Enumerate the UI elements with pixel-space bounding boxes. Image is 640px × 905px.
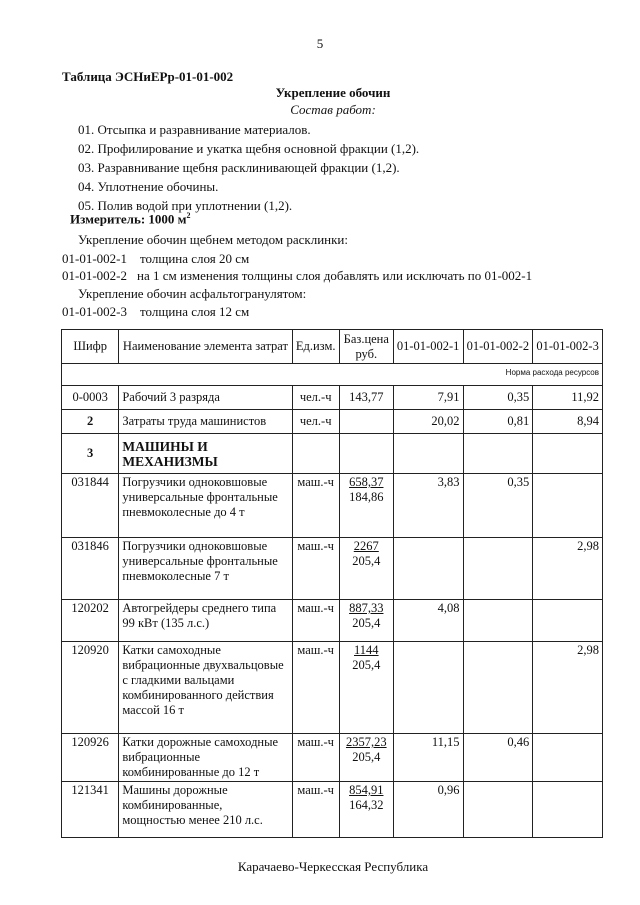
- empty-cell: [463, 434, 533, 474]
- resource-table: [61, 329, 603, 838]
- row-v2: [463, 642, 533, 734]
- row-code: 121341: [62, 782, 119, 838]
- row-unit: маш.-ч: [292, 474, 339, 538]
- price-current: 658,37: [349, 475, 384, 489]
- group2-title: Укрепление обочин асфальтогранулятом:: [78, 286, 307, 301]
- norm-text: толщина слоя 12 см: [140, 304, 250, 319]
- row-unit: чел.-ч: [292, 386, 339, 410]
- row-unit: чел.-ч: [292, 410, 339, 434]
- row-price: [339, 538, 393, 600]
- row-name: Автогрейдеры среднего типа 99 кВт (135 л.с.): [119, 600, 292, 642]
- row-v3: [533, 600, 603, 642]
- price-base: 205,4: [352, 616, 381, 630]
- header-name: Наименование элемента затрат: [119, 330, 292, 364]
- header-code: Шифр: [62, 330, 119, 364]
- row-code: 031844: [62, 474, 119, 538]
- page-number: 5: [316, 36, 324, 51]
- row-v2: 0,35: [463, 474, 533, 538]
- price-base: 205,4: [352, 750, 381, 764]
- row-unit: маш.-ч: [292, 600, 339, 642]
- row-name: Рабочий 3 разряда: [119, 386, 292, 410]
- row-code: 031846: [62, 538, 119, 600]
- price-current: 2267: [353, 539, 379, 553]
- work-item: 03. Разравнивание щебня расклинивающей фракции (1,2).: [78, 160, 400, 175]
- table-row: [62, 474, 603, 538]
- row-v2: 0,81: [463, 410, 533, 434]
- row-v3: 11,92: [533, 386, 603, 410]
- row-unit: маш.-ч: [292, 782, 339, 838]
- row-unit: маш.-ч: [292, 642, 339, 734]
- price-current: 887,33: [349, 601, 384, 615]
- section-name: МАШИНЫ И МЕХАНИЗМЫ: [119, 434, 292, 474]
- group1-title: Укрепление обочин щебнем методом расклинки:: [78, 232, 348, 247]
- price-base: 205,4: [352, 658, 381, 672]
- row-price: [339, 734, 393, 782]
- price-current: 2357,23: [345, 735, 387, 749]
- measure-label: Измеритель: 1000 м: [70, 211, 187, 227]
- price-base: 205,4: [352, 554, 381, 568]
- norma-label: Норма расхода ресурсов: [62, 364, 603, 386]
- empty-cell: [339, 434, 393, 474]
- row-v2: [463, 538, 533, 600]
- header-price: Баз.цена руб.: [339, 330, 393, 364]
- section-row: [62, 434, 603, 474]
- table-row: [62, 386, 603, 410]
- work-item: 01. Отсыпка и разравнивание материалов.: [78, 122, 311, 137]
- norm-code: 01-01-002-3: [62, 304, 127, 319]
- row-name: Погрузчики одноковшовые универсальные фронтальные пневмоколесные 7 т: [119, 538, 292, 600]
- table-row: [62, 410, 603, 434]
- header-v1: 01-01-002-1: [393, 330, 463, 364]
- norma-row: [62, 364, 603, 386]
- price-current: 854,91: [349, 783, 384, 797]
- row-name: Погрузчики одноковшовые универсальные фронтальные пневмоколесные до 4 т: [119, 474, 292, 538]
- row-code: 120920: [62, 642, 119, 734]
- row-v3: 8,94: [533, 410, 603, 434]
- price-current: 1144: [354, 643, 379, 657]
- row-v1: 11,15: [393, 734, 463, 782]
- norm-text: толщина слоя 20 см: [140, 251, 250, 266]
- row-v2: [463, 600, 533, 642]
- table-row: [62, 600, 603, 642]
- row-name: Машины дорожные комбинированные, мощностью менее 210 л.с.: [119, 782, 292, 838]
- header-unit: Ед.изм.: [292, 330, 339, 364]
- row-v2: [463, 782, 533, 838]
- price-base: 164,32: [349, 798, 384, 812]
- row-price: [339, 600, 393, 642]
- row-price: [339, 474, 393, 538]
- table-row: [62, 734, 603, 782]
- table-name: Таблица ЭСНиЕРр-01-01-002: [62, 69, 234, 84]
- row-price: [339, 782, 393, 838]
- empty-cell: [533, 434, 603, 474]
- section-code: 3: [62, 434, 119, 474]
- price-base: 184,86: [349, 490, 384, 504]
- row-name: Затраты труда машинистов: [119, 410, 292, 434]
- row-price: [339, 410, 393, 434]
- work-composition-title: Состав работ:: [290, 102, 376, 117]
- work-item: 02. Профилирование и укатка щебня основной фракции (1,2).: [78, 141, 420, 156]
- table-row: [62, 538, 603, 600]
- row-v3: [533, 474, 603, 538]
- header-v2: 01-01-002-2: [463, 330, 533, 364]
- work-items-list: [78, 122, 419, 217]
- page-footer: Карачаево-Черкесская Республика: [237, 859, 429, 874]
- row-v1: 7,91: [393, 386, 463, 410]
- norm-code: 01-01-002-2: [62, 268, 127, 283]
- norm-line: [62, 251, 249, 267]
- norm-text: на 1 см изменения толщины слоя добавлять или исключать по 01-002-1: [137, 268, 533, 283]
- work-item: 05. Полив водой при уплотнении (1,2).: [78, 198, 293, 213]
- norm-line: [62, 268, 532, 284]
- row-v1: [393, 642, 463, 734]
- row-v3: [533, 782, 603, 838]
- row-v2: 0,46: [463, 734, 533, 782]
- table-row: [62, 782, 603, 838]
- norm-code: 01-01-002-1: [62, 251, 127, 266]
- table-row: [62, 642, 603, 734]
- norm-line: [62, 304, 249, 320]
- table-header-row: [62, 330, 603, 364]
- measure-unit: [70, 211, 191, 227]
- header-v3: 01-01-002-3: [533, 330, 603, 364]
- row-v1: 20,02: [393, 410, 463, 434]
- empty-cell: [393, 434, 463, 474]
- row-price: 143,77: [339, 386, 393, 410]
- row-code: 120926: [62, 734, 119, 782]
- row-v3: 2,98: [533, 538, 603, 600]
- measure-sup: 2: [186, 211, 191, 220]
- row-name: Катки дорожные самоходные вибрационные комбинированные до 12 т: [119, 734, 292, 782]
- row-code: 2: [62, 410, 119, 434]
- row-v1: 4,08: [393, 600, 463, 642]
- row-code: 0-0003: [62, 386, 119, 410]
- row-v1: 0,96: [393, 782, 463, 838]
- row-v3: [533, 734, 603, 782]
- empty-cell: [292, 434, 339, 474]
- row-code: 120202: [62, 600, 119, 642]
- section-title: Укрепление обочин: [275, 85, 391, 100]
- row-v3: 2,98: [533, 642, 603, 734]
- row-unit: маш.-ч: [292, 538, 339, 600]
- row-v1: 3,83: [393, 474, 463, 538]
- row-unit: маш.-ч: [292, 734, 339, 782]
- row-name: Катки самоходные вибрационные двухвальцовые с гладкими вальцами комбинированного действия массой 16 т: [119, 642, 292, 734]
- row-v2: 0,35: [463, 386, 533, 410]
- row-price: [339, 642, 393, 734]
- row-v1: [393, 538, 463, 600]
- work-item: 04. Уплотнение обочины.: [78, 179, 219, 194]
